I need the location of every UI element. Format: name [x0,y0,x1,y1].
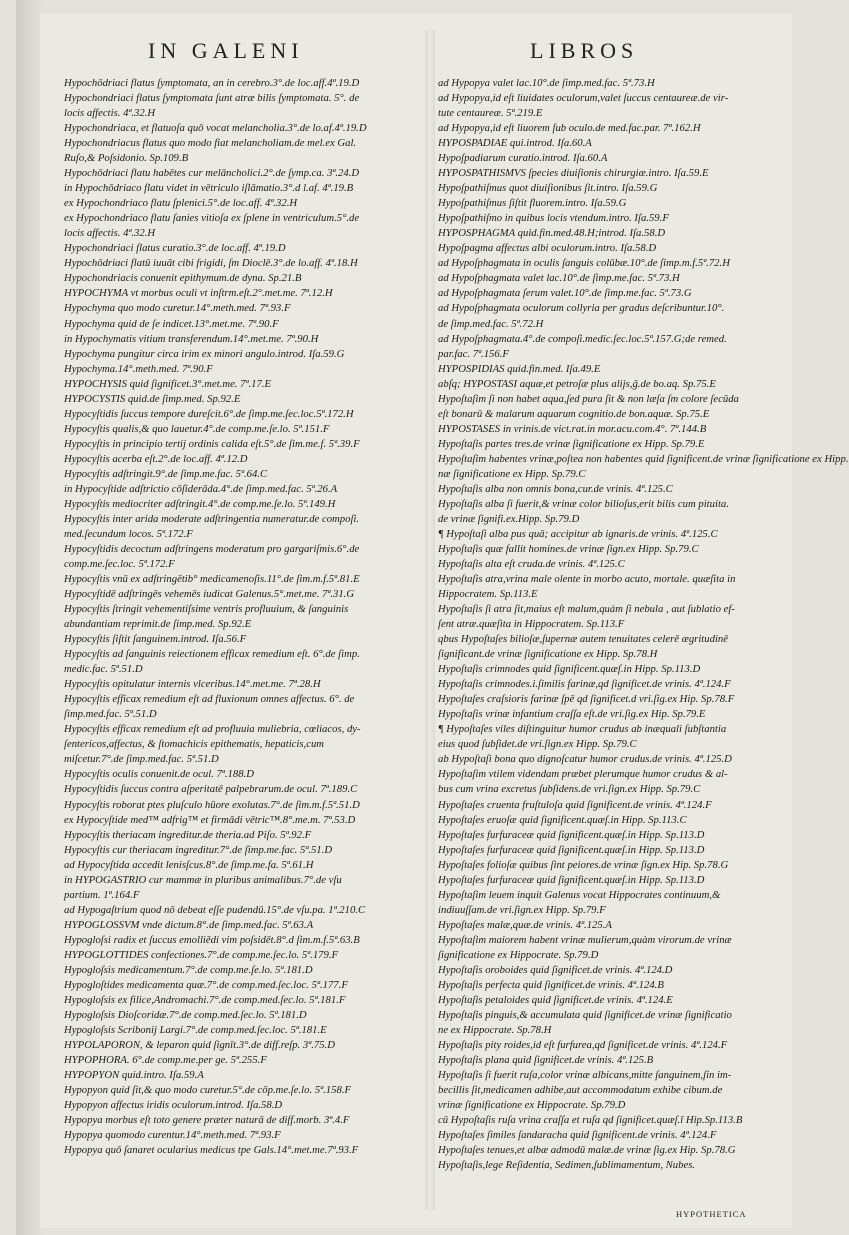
index-entry-line: Hypoſtaſis ſi fuerit ruſa,color vrinæ albicans,mitte ſanguinem,ſin im- [438,1069,732,1082]
index-entry-line: Hypoſtaſes furfuraceæ quid ſignificent.quæſ.in Hipp. Sp.113.D [438,873,705,886]
index-entry-line: partium. 1ª.164.F [64,888,140,901]
index-entry-line: med.ſecundum locos. 5ª.172.F [64,527,193,540]
index-entry-line: ad Hypocyſtida accedit lenisſcus.8°.de ſimp.me.fa. 5ª.61.H [64,858,314,871]
index-entry-line: ad Hypopya valet lac.10°.de ſimp.med.fac. 5ª.73.H [438,77,655,89]
index-entry-line: Hypoſtaſes eruoſæ quid ſignificent.quæſ.in Hipp. Sp.113.C [438,813,687,826]
index-entry-line: in Hypochōdriaco flatu videt in vētriculo iſlāmatio.3°.d l.af. 4ª.19.B [64,182,354,195]
index-entry-line: comp.me.ſec.loc. 5ª.172.F [64,558,175,570]
index-entry-line: Hypocyſtis acerba eſt.2°.de loc.aff. 4ª.12.D [64,452,248,465]
index-entry-line: Hypoſtaſim maiorem habent vrinæ mulierum,quàm virorum.de vrinæ [438,933,732,946]
index-entry-line: Hypoſtaſim habentes vrinæ,poſtea non habentes quid ſignificent.de vrinæ ſignificatione ex Hipp. [438,452,849,465]
index-entry-line: locis affectis. 4ª.32.H [64,227,156,240]
index-entry-line: Hypopya quomodo curentur.14°.meth.med. 7ª.93.F [64,1129,281,1142]
index-entry-line: medic.fac. 5ª.51.D [64,663,143,676]
index-entry-line: ab Hypoſtaſi bona quo dignoſcatur humor crudus.de vrinis. 4ª.125.D [438,753,732,766]
index-entry-line: ad Hypoſphagmata valet lac.10°.de ſimp.me.fac. 5ª.73.H [438,272,680,285]
index-entry-line: Hypocyſtis cur theriacam ingreditur.7°.de ſimp.me.fac. 5ª.51.D [64,843,333,856]
index-entry-line: Hypocyſtidē adſtringēs vehemēs iudicat Galenus.5°.met.me. 7ª.31.G [64,588,355,601]
index-entry-line: Hypoſpadiarum curatio.introd. Iſa.60.A [438,152,608,165]
index-entry-line: Hypoſtaſis plana quid ſignificet.de vrinis. 4ª.125.B [438,1054,654,1067]
index-entry-line: Hypogloſsis medicamentum.7°.de comp.me.ſe.lo. 5ª.181.D [64,963,313,976]
index-entry-line: Hypochondriaci flatus ſymptomata ſunt atræ bilis ſymptomata. 5°. de [64,92,360,105]
index-entry-line: ex Hypocyſtide med™ adfrig™ et firmādi vētric™.8°.me.m. 7ª.53.D [64,813,356,826]
index-entry-line: Hypogloſtides medicamenta quæ.7°.de comp.med.ſec.loc. 5ª.177.F [64,978,348,991]
index-entry-line: Hypocyſtis ad ſanguinis reiectionem efficax remedium eſt. 6°.de ſimp. [64,648,360,661]
index-entry-line: Hypoſtaſis atra,vrina male olente in morbo acuto, mortale. quæſita in [438,573,736,586]
index-entry-line: Hypocyſtis mediocriter adſtringit.4°.de comp.me.ſe.lo. 5ª.149.H [64,497,336,510]
index-entry-line: Hypochōdriaci flatus ſymptomata, an in cerebro.3°.de loc.aff.4ª.19.D [64,77,360,89]
index-entry-line: Hypocyſtis efficax remedium eſt ad fluxionum omnes affectus. 6°. de [64,693,355,706]
index-entry-line: ad Hypopya,id eſt liuidates oculorum,valet ſuccus centaureæ.de vir- [438,92,729,105]
index-entry-line: HYPOPHORA. 6°.de comp.me.per ge. 5ª.255.F [64,1054,267,1067]
index-column-right [438,76,849,1173]
index-entry-line: eius quod ſubſidet.de vri.ſign.ex Hipp. Sp.79.C [438,738,637,751]
index-entry-line: ſignificant.de vrinæ ſignificatione ex Hipp. Sp.78.H [438,648,658,661]
index-entry-line: Hypocyſtidis ſuccus contra aſperitatē palpebrarum.de ocul. 7ª.189.C [64,783,358,796]
index-entry-line: Hypocyſtis opitulatur internis vlceribus.14°.met.me. 7ª.28.H [64,678,321,691]
index-entry-line: Hypoſtaſis alba non omnis bona,cur.de vrinis. 4ª.125.C [438,482,673,495]
index-entry-line: Ruſo,& Poſsidonio. Sp.109.B [64,152,189,165]
index-entry-line: Hypoſtaſis alta eſt cruda.de vrinis. 4ª.125.C [438,558,625,570]
index-entry-line: Hypochyma.14°.meth.med. 7ª.90.F [64,362,213,375]
index-entry-line: locis affectis. 4ª.32.H [64,107,156,120]
index-entry-line: Hypochondriaca, et flatuoſa quō vocat melancholia.3°.de lo.af.4ª.19.D [64,122,367,135]
index-entry-line: Hypoſtaſis perfecta quid ſignificet.de vrinis. 4ª.124.B [438,978,664,991]
index-entry-line: HYPOCHYMA vt morbus oculi vt inſtrm.eſt.2°.met.me. 7ª.12.H [64,287,333,300]
running-head-right: LIBROS [530,38,639,63]
index-entry-line: ad Hypoſphagmata in oculis ſanguis colūbæ.10°.de ſimp.m.f.5ª.72.H [438,257,730,270]
index-entry-line: Hypocyſtis efficax remedium eſt ad profluuia muliebria, cœliacos, dy- [64,723,361,736]
index-entry-line: ad Hypogaſtrium quod nō debeat eſſe pudendū.15°.de vſu.pa. 1ª.210.C [64,903,366,916]
index-entry-line: Hypocyſtis ſtringit vehementiſsime ventris profluuium, & ſanguinis [64,603,349,616]
index-entry-line: Hypoſtaſis ſi atra ſit,maius eſt malum,quàm ſi nebula , aut ſublatio ef- [438,603,735,616]
index-entry-line: HYPOSPIDIAS quid.fin.med. Iſa.49.E [438,362,601,375]
index-entry-line: Hypoſtaſim vtilem videndam præbet plerumque humor crudus & al- [438,768,728,781]
index-entry-line: Hypochōdriaci flatū iuuāt cibi frigidi, ſm Dioclē.3°.de lo.aff. 4ª.18.H [64,257,358,270]
catchword: HYPOTHETICA [676,1209,747,1219]
index-entry-line: Hypoſpagma affectus albi oculorum.intro. Iſa.58.D [438,242,657,255]
index-entry-line: ex Hypochondriaco flatu ſanies vitioſa ex ſplene in ventriculum.5°.de [64,212,360,225]
index-entry-line: ſimp.med.fac. 5ª.51.D [64,708,157,721]
index-entry-line: Hypocyſtis vnū ex adſtringētib° medicamenoſis.11°.de ſim.m.f.5ª.81.E [64,573,360,586]
index-entry-line: Hypocyſtis theriacam ingreditur.de theria.ad Piſo. 5ª.92.F [64,828,312,841]
index-entry-line: Hypocyſtis adſtringit.9°.de ſimp.me.fac. 5ª.64.C [64,467,268,480]
index-entry-line: næ ſignificatione ex Hipp. Sp.79.C [438,467,586,480]
index-entry-line: Hypochyma quo modo curetur.14°.meth.med. 7ª.93.F [64,302,291,315]
index-column-left [64,76,418,1158]
index-entry-line: ſentericos,affectus, & ſtomachicis epithematis, hepaticis,cum [64,738,325,751]
index-entry-line: Hypogloſsis Scribonij Largi.7°.de comp.med.ſec.loc. 5ª.181.E [64,1023,327,1036]
index-entry-line: cū Hypoſtaſis ruſa vrina craſſa et ruſa qd ſignificet.quæſ.ī Hip.Sp.113.B [438,1114,743,1127]
index-entry-line: ſignificatione ex Hippocrate. Sp.79.D [438,948,599,961]
index-entry-line: Hypoſtaſis,lege Reſidentia, Sedimen,ſublimamentum, Nubes. [438,1159,696,1172]
index-entry-line: Hypopyon quid ſit,& quo modo curetur.5°.de cōp.me.ſe.lo. 5ª.158.F [64,1084,352,1097]
index-entry-line: Hypochōdriaci flatu habētes cur melāncholici.2°.de ſymp.ca. 3ª.24.D [64,167,360,180]
index-entry-line: eſt bonarū & malarum aquarum cognitio.de bon.aquæ. Sp.75.E [438,407,710,420]
index-entry-line: Hypocyſtis qualis,& quo lauetur.4°.de comp.me.ſe.lo. 5ª.151.F [64,422,330,435]
index-entry-line: HYPOGLOTTIDES confectiones.7°.de comp.me.ſec.lo. 5ª.179.F [64,948,339,961]
index-entry-line: Hypoſtaſim ſi non habet aqua,ſed pura ſit & non læſa ſm colore ſecūda [438,392,739,405]
index-entry-line: Hypopyon affectus iridis oculorum.introd. Iſa.58.D [64,1099,283,1112]
index-entry-line: Hypogloſsis ex filice,Andromachi.7°.de comp.med.ſec.lo. 5ª.181.F [64,993,346,1006]
index-entry-line: Hypoſtaſis petaloides quid ſignificet.de vrinis. 4ª.124.E [438,993,673,1006]
index-entry-line: HYPOSPATHISMVS ſpecies diuiſionis chirurgiæ.intro. Iſa.59.E [438,167,709,180]
index-entry-line: Hypoſpathiſmus ſiſtit fluorem.intro. Iſa.59.G [438,197,627,210]
index-entry-line: abſq; HYPOSTASI aquæ,et petroſæ plus alijs,ĝ.de bo.aq. Sp.75.E [438,377,716,390]
index-entry-line: Hypoſtaſes malæ,quæ.de vrinis. 4ª.125.A [438,918,612,931]
index-entry-line: Hypoſtaſis pity roides,id eſt furfurea,qd ſignificet.de vrinis. 4ª.124.F [438,1039,728,1051]
index-entry-line: Hypoſtaſis crimnodes.i.ſimilis farinæ,qd ſignificet.de vrinis. 4ª.124.F [438,678,731,691]
index-entry-line: ¶ Hypoſtaſi alba pus quā; accipitur ab ignaris.de vrinis. 4ª.125.C [438,527,718,540]
index-entry-line: Hypoſtaſis oroboides quid ſignificet.de vrinis. 4ª.124.D [438,963,673,976]
index-entry-line: ¶ Hypoſtaſes viles diſtinguitur humor crudus ab inæquali ſubſtantia [438,723,727,736]
index-entry-line: Hypochondriacus flatus quo modo fiat melancholiam.de mel.ex Gal. [64,137,357,150]
index-entry-line: Hypocyſtis in principio tertij ordinis calida eſt.5°.de ſim.me.f. 5ª.39.F [64,437,360,450]
index-entry-line: ad Hypoſphagmata ſerum valet.10°.de ſimp.me.fac. 5ª.73.G [438,287,692,300]
index-entry-line: ad Hypopya,id eſt liuorem ſub oculo.de med.fac.par. 7ª.162.H [438,122,701,135]
index-entry-line: de vrinæ ſignifi.ex.Hipp. Sp.79.D [438,512,580,525]
index-entry-line: ex Hypochondriaco flatu ſplenici.5°.de loc.aff. 4ª.32.H [64,197,298,210]
index-entry-line: Hypoſtaſis vrinæ infantium craſſa eſt.de vri.ſig.ex Hip. Sp.79.E [438,708,706,721]
index-entry-line: becillis ſit,medicamen adhibe,aut accommodatum exhibe cibum.de [438,1084,723,1097]
index-entry-line: in Hypocyſtide adſtrictio cōſiderāda.4°.de ſimp.med.fac. 5ª.26.A [64,482,338,495]
index-entry-line: Hypocyſtis ſiſtit ſanguinem.introd. Iſa.56.F [64,633,247,646]
index-entry-line: Hypocyſtis oculis conuenit.de ocul. 7ª.188.D [64,768,254,781]
index-entry-line: Hypogloſsis Dioſcoridæ.7°.de comp.med.ſec.lo. 5ª.181.D [64,1008,307,1021]
index-entry-line: Hypoſtaſes tenues,et albæ admodū malæ.de vrinæ ſig.ex Hip. Sp.78.G [438,1144,736,1157]
index-entry-line: Hypoſtaſes ſimiles ſandaracha quid ſignificent.de vrinis. 4ª.124.F [438,1129,717,1142]
index-entry-line: bus cum vrina excretus ſubſidens.de vri.ſign.ex Hipp. Sp.79.C [438,783,701,796]
index-entry-line: Hypocyſtidis decoctum adſtringens moderatum pro gargariſmis.6°.de [64,542,360,555]
index-entry-line: HYPOSPADIAE qui.introd. Iſa.60.A [438,137,592,150]
index-entry-line: Hypoſtaſis crimnodes quid ſignificent.quæſ.in Hipp. Sp.113.D [438,663,701,676]
index-entry-line: HYPOSPHAGMA quid.fin.med.48.H;introd. Iſa.58.D [438,227,666,240]
index-entry-line: Hippocratem. Sp.113.E [438,588,538,601]
index-entry-line: Hypogloſsi radix et ſuccus emolliēdi vim poſsidēt.8°.d ſim.m.f.5ª.63.B [64,933,360,946]
index-entry-line: HYPOPYON quid.intro. Iſa.59.A [64,1069,204,1082]
index-entry-line: Hypochyma quid de ſe indicet.13°.met.me. 7ª.90.F [64,317,279,330]
index-entry-line: abundantiam reprimit.de ſimp.med. Sp.92.E [64,618,252,631]
index-entry-line: Hypoſtaſes craſsioris farinæ ſpē qd ſignificet.d vri.ſig.ex Hip. Sp.78.F [438,693,735,706]
column-gutter [425,30,435,1210]
index-entry-line: HYPOCYSTIS quid.de ſimp.med. Sp.92.E [64,392,241,405]
index-entry-line: Hypoſtaſes folioſæ quibus ſint peiores.de vrinæ ſign.ex Hip. Sp.78.G [438,858,729,871]
index-entry-line: Hypocyſtis inter arida moderate adſtringentia numeratur.de compoſi. [64,512,360,525]
index-entry-line: Hypocyſtis roborat ptes pluſculo hūore exolutas.7°.de ſim.m.f.5ª.51.D [64,798,360,811]
running-head-left: IN GALENI [148,38,304,63]
index-entry-line: Hypochondriacis conuenit epithymum.de dyna. Sp.21.B [64,272,302,285]
index-entry-line: in HYPOGASTRIO cur mammæ in pluribus animalibus.7°.de vſu [64,873,342,886]
index-entry-line: Hypochyma pungitur circa irim ex minori angulo.introd. Iſa.59.G [64,347,345,360]
index-entry-line: de ſimp.med.fac. 5ª.72.H [438,317,544,330]
index-entry-line: Hypoſtaſes furfuraceæ quid ſignificent.quæſ.in Hipp. Sp.113.D [438,828,705,841]
index-entry-line: Hypoſpathiſmus quot diuiſionibus ſit.intro. Iſa.59.G [438,182,658,195]
index-entry-line: Hypoſtaſis pinguis,& accumulata quid ſignificet.de vrinæ ſignificatio [438,1008,732,1021]
index-entry-line: in Hypochymatis vitium transferendum.14°.met.me. 7ª.90.H [64,332,319,345]
index-entry-line: indiuuſſam.de vri.ſign.ex Hipp. Sp.79.F [438,903,606,916]
index-entry-line: HYPOLAPORON, & leparon quid ſignīt.3°.de diff.reſp. 3ª.75.D [64,1039,335,1051]
index-entry-line: Hypoſtaſis quæ fallit homines.de vrinæ ſign.ex Hipp. Sp.79.C [438,542,699,555]
index-entry-line: tute centaureæ. 5ª.219.E [438,107,543,120]
index-entry-line: Hypocyſtidis ſuccus tempore dureſcit.6°.de ſimp.me.ſec.loc.5ª.172.H [64,407,354,420]
index-entry-line: Hypopya quō ſanaret ocularius medicus tpe Gals.14°.met.me.7ª.93.F [64,1144,359,1157]
index-entry-line: HYPOGLOSSVM vnde dictum.8°.de ſimp.med.fac. 5ª.63.A [64,918,314,931]
index-entry-line: Hypopya morbus eſt toto genere præter naturā de diff.morb. 3ª.4.F [64,1114,350,1127]
index-entry-line: Hypochondriaci flatus curatio.3°.de loc.aff. 4ª.19.D [64,242,286,255]
index-entry-line: ſent atræ.quæſita in Hippocratem. Sp.113.F [438,618,625,631]
index-entry-line: Hypoſtaſim leuem inquit Galenus vocat Hippocrates continuum,& [438,888,721,901]
index-entry-line: Hypoſtaſis partes tres.de vrinæ ſignificatione ex Hipp. Sp.79.E [438,437,705,450]
index-entry-line: HYPOCHYSIS quid ſignificet.3°.met.me. 7ª.17.E [64,377,272,390]
index-entry-line: vrinæ ſignificatione ex Hippocrate. Sp.79.D [438,1099,626,1112]
index-entry-line: HYPOSTASES in vrinis.de vict.rat.in mor.acu.com.4°. 7ª.144.B [438,422,707,435]
index-entry-line: Hypoſtaſis alba ſi fuerit,& vrinæ color bilioſus,erit bilis cum pituita. [438,497,729,510]
index-entry-line: qbus Hypoſtaſes bilioſæ,ſupernæ autem tenuitates celerē ægritudinē [438,633,729,646]
index-entry-line: Hypoſtaſes furfuraceæ quid ſignificent.quæſ.in Hipp. Sp.113.D [438,843,705,856]
index-entry-line: Hypoſtaſes cruenta fruſtuloſa quid ſignificent.de vrinis. 4ª.124.F [438,798,712,811]
index-entry-line: ne ex Hippocrate. Sp.78.H [438,1023,552,1036]
index-entry-line: Hypoſpathiſmo in quibus locis vtendum.intro. Iſa.59.F [438,212,669,225]
index-entry-line: par.fac. 7ª.156.F [438,347,509,360]
index-entry-line: ad Hypoſphagmata oculorum collyria per gradus deſcribuntur.10°. [438,302,725,315]
index-entry-line: ad Hypoſphagmata.4°.de compoſi.medic.ſec.loc.5ª.157.G;de remed. [438,332,727,345]
index-entry-line: miſcetur.7°.de ſimp.med.fac. 5ª.51.D [64,753,219,766]
